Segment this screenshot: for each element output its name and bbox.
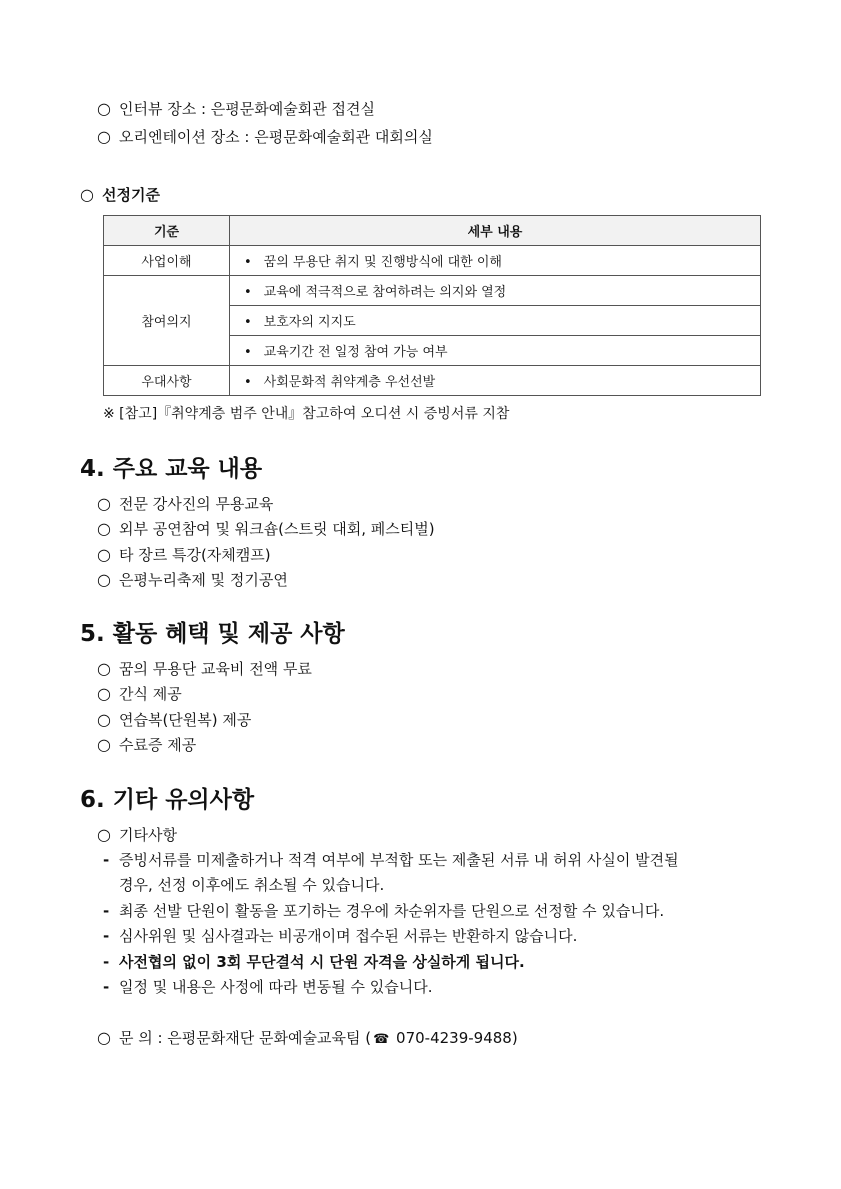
detail-cell bbox=[230, 246, 761, 276]
detail-cell bbox=[230, 276, 761, 306]
criterion-cell: 사업이해 bbox=[104, 246, 230, 276]
criteria-note: ※ [참고]『취약계층 범주 안내』참고하여 오디션 시 증빙서류 지참 bbox=[103, 406, 510, 422]
dash-icon: - bbox=[103, 927, 110, 945]
dash-icon: - bbox=[103, 953, 110, 971]
circle-bullet-icon: ○ bbox=[97, 570, 111, 589]
list-item-text: 타 장르 특강(자체캠프) bbox=[118, 546, 271, 564]
detail-text: 교육기간 전 일정 참여 가능 여부 bbox=[263, 345, 448, 360]
orientation-venue-text: 오리엔테이션 장소 : 은평문화예술회관 대회의실 bbox=[118, 128, 433, 146]
circle-bullet-icon: ○ bbox=[80, 185, 94, 204]
list-item-text: 수료증 제공 bbox=[118, 736, 197, 754]
bullet-icon: • bbox=[244, 315, 252, 330]
table-row bbox=[104, 276, 761, 306]
circle-bullet-icon: ○ bbox=[97, 519, 111, 538]
circle-bullet-icon: ○ bbox=[97, 545, 111, 564]
list-item-emphasis bbox=[103, 952, 525, 972]
circle-bullet-icon: ○ bbox=[97, 99, 111, 118]
list-item bbox=[97, 710, 251, 730]
dash-icon: - bbox=[103, 902, 110, 920]
circle-bullet-icon: ○ bbox=[97, 735, 111, 754]
circle-bullet-icon: ○ bbox=[97, 1028, 111, 1047]
list-item-text: 증빙서류를 미제출하거나 적격 여부에 부적합 또는 제출된 서류 내 허위 사실이 발견될 bbox=[119, 851, 679, 869]
list-item bbox=[97, 494, 273, 514]
list-item-text: 은평누리축제 및 정기공연 bbox=[118, 571, 288, 589]
detail-text: 교육에 적극적으로 참여하려는 의지와 열정 bbox=[263, 285, 507, 300]
sub-heading-text: 기타사항 bbox=[118, 826, 177, 844]
circle-bullet-icon: ○ bbox=[97, 127, 111, 146]
list-item-text: 연습복(단원복) 제공 bbox=[118, 711, 252, 729]
list-item bbox=[97, 545, 271, 565]
list-item bbox=[97, 684, 182, 704]
detail-text: 꿈의 무용단 취지 및 진행방식에 대한 이해 bbox=[263, 255, 502, 270]
list-item-continuation: 경우, 선정 이후에도 취소될 수 있습니다. bbox=[119, 876, 385, 894]
list-item bbox=[103, 850, 679, 870]
circle-bullet-icon: ○ bbox=[97, 684, 111, 703]
list-item-text: 심사위원 및 심사결과는 비공개이며 접수된 서류는 반환하지 않습니다. bbox=[119, 927, 578, 945]
interview-venue-text: 인터뷰 장소 : 은평문화예술회관 접견실 bbox=[118, 100, 375, 118]
criterion-cell: 우대사항 bbox=[104, 366, 230, 396]
list-item bbox=[103, 901, 664, 921]
criterion-cell: 참여의지 bbox=[104, 276, 230, 366]
section-4-title: 4. 주요 교육 내용 bbox=[80, 456, 263, 482]
dash-icon: - bbox=[103, 851, 110, 869]
contact-line bbox=[97, 1028, 518, 1050]
circle-bullet-icon: ○ bbox=[97, 659, 111, 678]
list-item-text: 최종 선발 단원이 활동을 포기하는 경우에 차순위자를 단원으로 선정할 수 있습니다. bbox=[119, 902, 665, 920]
detail-cell bbox=[230, 336, 761, 366]
table-row bbox=[104, 246, 761, 276]
dash-icon: - bbox=[103, 978, 110, 996]
list-item bbox=[97, 659, 312, 679]
criteria-table-header bbox=[104, 216, 761, 246]
list-item bbox=[103, 926, 577, 946]
table-row bbox=[104, 366, 761, 396]
list-item bbox=[97, 519, 435, 539]
list-item-text: 일정 및 내용은 사정에 따라 변동될 수 있습니다. bbox=[119, 978, 433, 996]
detail-text: 보호자의 지지도 bbox=[263, 315, 356, 330]
list-item-text: 외부 공연참여 및 워크숍(스트릿 대회, 페스티벌) bbox=[118, 520, 435, 538]
list-item bbox=[97, 570, 288, 590]
orientation-venue-line bbox=[97, 127, 433, 147]
interview-venue-line bbox=[97, 99, 375, 119]
criteria-heading bbox=[80, 185, 160, 205]
section-5-title: 5. 활동 혜택 및 제공 사항 bbox=[80, 621, 345, 647]
bullet-icon: • bbox=[244, 255, 252, 270]
circle-bullet-icon: ○ bbox=[97, 710, 111, 729]
detail-cell bbox=[230, 366, 761, 396]
circle-bullet-icon: ○ bbox=[97, 825, 111, 844]
bullet-icon: • bbox=[244, 375, 252, 390]
list-item bbox=[103, 977, 432, 997]
list-item-text: 꿈의 무용단 교육비 전액 무료 bbox=[118, 660, 312, 678]
section-6-title: 6. 기타 유의사항 bbox=[80, 787, 255, 813]
contact-phone: 070-4239-9488) bbox=[391, 1029, 518, 1047]
bullet-icon: • bbox=[244, 285, 252, 300]
criteria-table bbox=[103, 215, 761, 396]
contact-label: 문 의 : 은평문화재단 문화예술교육팀 ( bbox=[118, 1029, 372, 1047]
detail-text: 사회문화적 취약계층 우선선발 bbox=[263, 375, 436, 390]
sub-heading bbox=[97, 825, 177, 845]
list-item-text: 간식 제공 bbox=[118, 685, 182, 703]
detail-column-header: 세부 내용 bbox=[230, 216, 761, 246]
criteria-heading-text: 선정기준 bbox=[101, 186, 160, 204]
criterion-column-header: 기준 bbox=[104, 216, 230, 246]
list-item bbox=[97, 735, 196, 755]
phone-icon: ☎ bbox=[373, 1032, 390, 1047]
detail-cell bbox=[230, 306, 761, 336]
bullet-icon: • bbox=[244, 345, 252, 360]
circle-bullet-icon: ○ bbox=[97, 494, 111, 513]
list-item-text: 사전협의 없이 3회 무단결석 시 단원 자격을 상실하게 됩니다. bbox=[119, 953, 525, 971]
list-item-text: 전문 강사진의 무용교육 bbox=[118, 495, 274, 513]
